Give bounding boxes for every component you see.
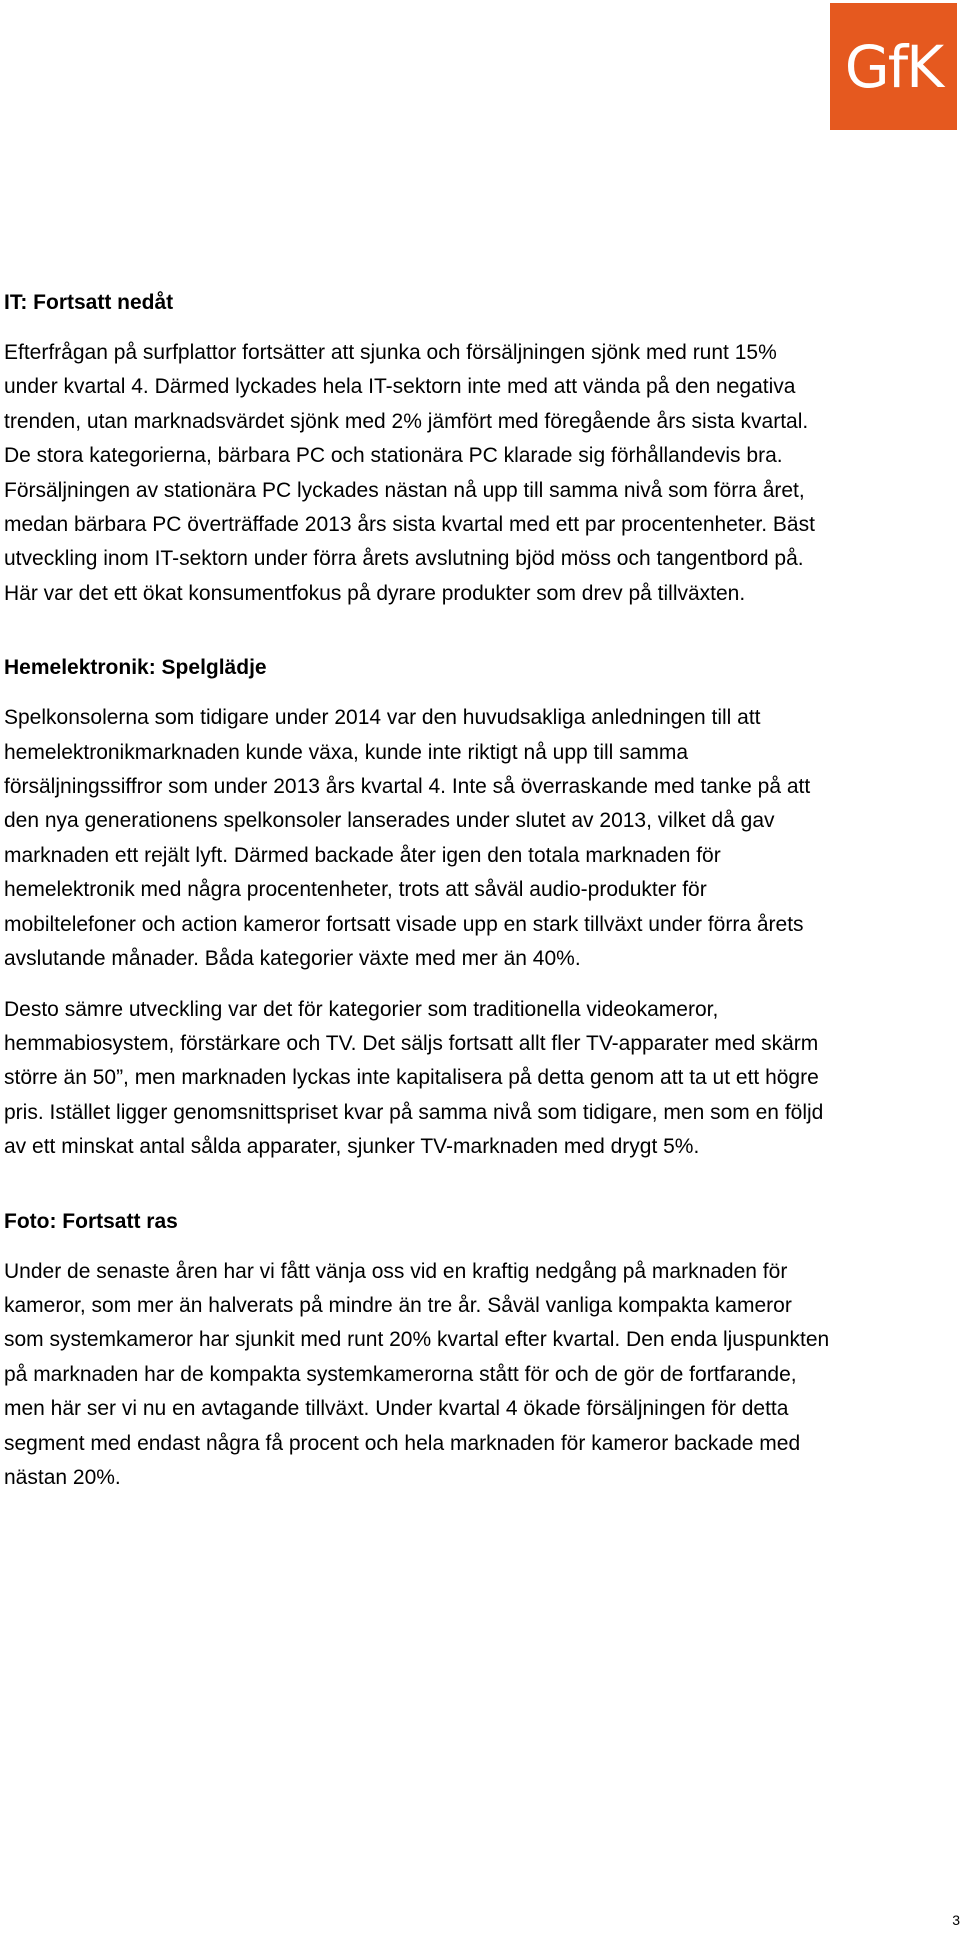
section-it [4, 286, 834, 611]
document-body [4, 286, 834, 1495]
paragraph: Desto sämre utveckling var det för kategorier som traditionella videokameror, hemmabiosystem, förstärkare och TV. Det säljs fortsatt allt fler TV-apparater med skärm större än 50”, men marknaden lyckas inte kapitalisera på detta genom att ta ut ett högre pris. Istället ligger genomsnittspriset kvar på samma nivå som tidigare, men som en följd av ett minskat antal sålda apparater, sjunker TV-marknaden med drygt 5%. [4, 997, 824, 1159]
section-hemelektronik [4, 651, 834, 1164]
section-title: Foto: Fortsatt ras [4, 1209, 178, 1233]
paragraph: Spelkonsolerna som tidigare under 2014 var den huvudsakliga anledningen till att hemelektronikmarknaden kunde växa, kunde inte riktigt nå upp till samma försäljningssiffror som under 2013 års kvartal 4. Inte så överraskande med tanke på att den nya generationens spelkonsoler lanserades under slutet av 2013, vilket då gav marknaden ett rejält lyft. Därmed backade åter igen den totala marknaden för hemelektronik med några procentenheter, trots att såväl audio-produkter för mobiltelefoner och action kameror fortsatt visade upp en stark tillväxt under förra årets avslutande månader. Båda kategorier växte med mer än 40%. [4, 706, 811, 971]
logo-text: GfK [844, 32, 943, 101]
section-title: IT: Fortsatt nedåt [4, 291, 174, 314]
gfk-logo [830, 3, 957, 130]
page-number: 3 [952, 1912, 960, 1928]
paragraph: Efterfrågan på surfplattor fortsätter att sjunka och försäljningen sjönk med runt 15% under kvartal 4. Därmed lyckades hela IT-sektorn inte med att vända på den negativa trenden, utan marknadsvärdet sjönk med 2% jämfört med föregående års sista kvartal. De stora kategorierna, bärbara PC och stationära PC klarade sig förhållandevis bra. Försäljningen av stationära PC lyckades nästan nå upp till samma nivå som förra året, medan bärbara PC överträffade 2013 års sista kvartal med ett par procentenheter. Bäst utveckling inom IT-sektorn under förra årets avslutning bjöd möss och tangentbord på. Här var det ett ökat konsumentfokus på dyrare produkter som drev på tillväxten. [4, 341, 815, 605]
paragraph: Under de senaste åren har vi fått vänja oss vid en kraftig nedgång på marknaden för kameror, som mer än halverats på mindre än tre år. Såväl vanliga kompakta kameror som systemkameror har sjunkit med runt 20% kvartal efter kvartal. Den enda ljuspunkten på marknaden har de kompakta systemkamerorna stått för och de gör de fortfarande, men här ser vi nu en avtagande tillväxt. Under kvartal 4 ökade försäljningen för detta segment med endast några få procent och hela marknaden för kameror backade med nästan 20%. [4, 1259, 830, 1489]
section-foto [4, 1205, 834, 1496]
section-title: Hemelektronik: Spelglädje [4, 656, 267, 680]
